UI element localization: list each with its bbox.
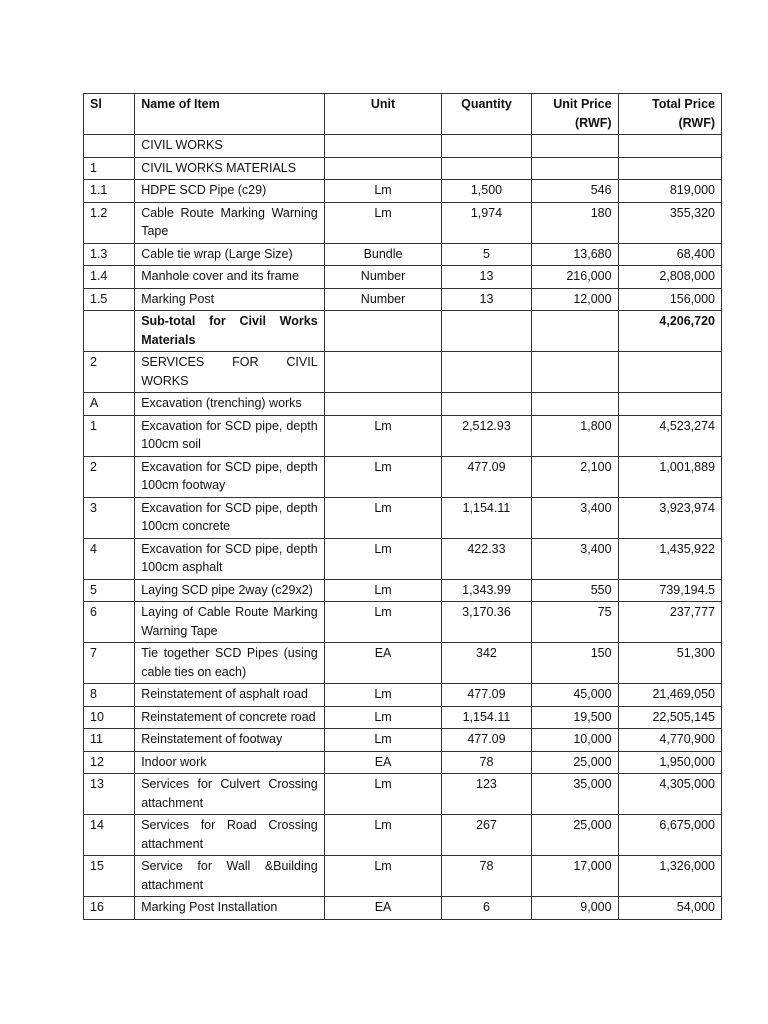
cell-total-price: 22,505,145	[618, 706, 721, 729]
cell-quantity: 477.09	[442, 729, 531, 752]
table-row	[84, 774, 722, 815]
table-row	[84, 497, 722, 538]
cell-item-name: Excavation for SCD pipe, depth 100cm asphalt	[135, 538, 324, 579]
cell-si: 16	[84, 897, 135, 920]
cell-quantity: 422.33	[442, 538, 531, 579]
cell-quantity: 13	[442, 288, 531, 311]
cell-unit: Lm	[324, 497, 442, 538]
table-row	[84, 684, 722, 707]
cell-si	[84, 135, 135, 158]
cell-unit-price: 3,400	[531, 497, 618, 538]
cell-total-price: 4,305,000	[618, 774, 721, 815]
cell-unit: EA	[324, 643, 442, 684]
cell-quantity: 13	[442, 266, 531, 289]
cell-unit	[324, 135, 442, 158]
cell-si: A	[84, 393, 135, 416]
cell-total-price: 4,206,720	[618, 311, 721, 352]
cell-total-price: 1,001,889	[618, 456, 721, 497]
table-row	[84, 266, 722, 289]
table-row	[84, 856, 722, 897]
cell-unit-price: 10,000	[531, 729, 618, 752]
header-unit-price: Unit Price (RWF)	[531, 94, 618, 135]
cell-unit-price: 45,000	[531, 684, 618, 707]
cell-item-name: SERVICES FOR CIVIL WORKS	[135, 352, 324, 393]
cell-unit-price: 12,000	[531, 288, 618, 311]
cell-item-name: Laying SCD pipe 2way (c29x2)	[135, 579, 324, 602]
cell-unit: Lm	[324, 456, 442, 497]
cell-unit-price: 1,800	[531, 415, 618, 456]
cell-unit-price	[531, 157, 618, 180]
cell-item-name: Tie together SCD Pipes (using cable ties on each)	[135, 643, 324, 684]
cell-quantity: 1,500	[442, 180, 531, 203]
cell-total-price: 3,923,974	[618, 497, 721, 538]
cell-si: 1.5	[84, 288, 135, 311]
cell-item-name: Service for Wall &Building attachment	[135, 856, 324, 897]
cell-quantity: 1,154.11	[442, 706, 531, 729]
table-row	[84, 729, 722, 752]
cell-si: 2	[84, 456, 135, 497]
cell-unit: Lm	[324, 856, 442, 897]
cell-item-name: Sub-total for Civil Works Materials	[135, 311, 324, 352]
cell-si: 1.2	[84, 202, 135, 243]
cell-item-name: Excavation for SCD pipe, depth 100cm footway	[135, 456, 324, 497]
cell-quantity: 2,512.93	[442, 415, 531, 456]
cell-unit-price: 25,000	[531, 815, 618, 856]
cell-total-price: 4,770,900	[618, 729, 721, 752]
table-row	[84, 897, 722, 920]
cell-si: 12	[84, 751, 135, 774]
cell-item-name: Manhole cover and its frame	[135, 266, 324, 289]
cell-si: 2	[84, 352, 135, 393]
cell-item-name: Reinstatement of footway	[135, 729, 324, 752]
cell-si: 8	[84, 684, 135, 707]
cell-total-price: 819,000	[618, 180, 721, 203]
cell-unit: Lm	[324, 602, 442, 643]
cell-total-price: 1,435,922	[618, 538, 721, 579]
cell-total-price: 6,675,000	[618, 815, 721, 856]
cell-unit: Number	[324, 266, 442, 289]
cell-si: 15	[84, 856, 135, 897]
cell-unit-price: 550	[531, 579, 618, 602]
subtotal-row	[84, 311, 722, 352]
cell-total-price	[618, 393, 721, 416]
cell-quantity: 6	[442, 897, 531, 920]
cell-quantity	[442, 135, 531, 158]
table-row	[84, 706, 722, 729]
cell-unit: Lm	[324, 774, 442, 815]
header-total-price: Total Price (RWF)	[618, 94, 721, 135]
cell-unit-price: 180	[531, 202, 618, 243]
cell-si	[84, 311, 135, 352]
cell-quantity: 342	[442, 643, 531, 684]
cell-quantity: 477.09	[442, 456, 531, 497]
cell-item-name: Marking Post Installation	[135, 897, 324, 920]
cell-total-price: 237,777	[618, 602, 721, 643]
cell-si: 6	[84, 602, 135, 643]
cell-si: 1.1	[84, 180, 135, 203]
cell-unit-price: 150	[531, 643, 618, 684]
cell-unit-price	[531, 393, 618, 416]
cell-unit-price: 216,000	[531, 266, 618, 289]
cell-unit: Lm	[324, 538, 442, 579]
table-row	[84, 579, 722, 602]
table-row	[84, 602, 722, 643]
table-row	[84, 157, 722, 180]
cell-unit: Lm	[324, 684, 442, 707]
cell-quantity: 1,343.99	[442, 579, 531, 602]
cell-unit: EA	[324, 897, 442, 920]
cell-item-name: Cable Route Marking Warning Tape	[135, 202, 324, 243]
cell-unit: Lm	[324, 415, 442, 456]
cell-quantity: 78	[442, 751, 531, 774]
header-quantity: Quantity	[442, 94, 531, 135]
cell-item-name: Services for Road Crossing attachment	[135, 815, 324, 856]
cell-quantity: 267	[442, 815, 531, 856]
cell-total-price: 355,320	[618, 202, 721, 243]
cell-unit-price	[531, 311, 618, 352]
cell-unit	[324, 393, 442, 416]
cell-item-name: CIVIL WORKS MATERIALS	[135, 157, 324, 180]
table-row	[84, 456, 722, 497]
cell-item-name: Reinstatement of concrete road	[135, 706, 324, 729]
cell-si: 1	[84, 415, 135, 456]
table-row	[84, 538, 722, 579]
cell-total-price: 1,326,000	[618, 856, 721, 897]
cell-total-price: 739,194.5	[618, 579, 721, 602]
cell-total-price	[618, 157, 721, 180]
cell-unit: Lm	[324, 579, 442, 602]
cell-unit: EA	[324, 751, 442, 774]
header-si: Sl	[84, 94, 135, 135]
cell-unit-price: 9,000	[531, 897, 618, 920]
cell-si: 1	[84, 157, 135, 180]
cell-total-price	[618, 352, 721, 393]
table-row	[84, 243, 722, 266]
cell-quantity	[442, 352, 531, 393]
table-row	[84, 202, 722, 243]
cell-quantity	[442, 157, 531, 180]
table-row	[84, 180, 722, 203]
cell-quantity: 1,154.11	[442, 497, 531, 538]
cell-si: 5	[84, 579, 135, 602]
cell-item-name: Reinstatement of asphalt road	[135, 684, 324, 707]
cell-unit-price	[531, 135, 618, 158]
cell-unit-price: 3,400	[531, 538, 618, 579]
cell-item-name: Services for Culvert Crossing attachment	[135, 774, 324, 815]
cell-si: 1.3	[84, 243, 135, 266]
cell-quantity: 123	[442, 774, 531, 815]
cell-total-price	[618, 135, 721, 158]
cell-item-name: Excavation for SCD pipe, depth 100cm concrete	[135, 497, 324, 538]
cell-quantity: 477.09	[442, 684, 531, 707]
table-row	[84, 751, 722, 774]
cell-unit: Lm	[324, 706, 442, 729]
cell-si: 11	[84, 729, 135, 752]
cell-unit	[324, 311, 442, 352]
cell-item-name: Indoor work	[135, 751, 324, 774]
cell-unit-price	[531, 352, 618, 393]
table-row	[84, 415, 722, 456]
cell-si: 1.4	[84, 266, 135, 289]
cell-item-name: Marking Post	[135, 288, 324, 311]
cell-quantity: 1,974	[442, 202, 531, 243]
cell-item-name: Cable tie wrap (Large Size)	[135, 243, 324, 266]
table-row	[84, 643, 722, 684]
cell-quantity: 5	[442, 243, 531, 266]
cell-item-name: CIVIL WORKS	[135, 135, 324, 158]
cell-quantity: 3,170.36	[442, 602, 531, 643]
cell-unit-price: 546	[531, 180, 618, 203]
cell-unit: Lm	[324, 729, 442, 752]
cell-unit: Lm	[324, 180, 442, 203]
table-body	[84, 135, 722, 920]
cell-item-name: Laying of Cable Route Marking Warning Tape	[135, 602, 324, 643]
cell-unit-price: 2,100	[531, 456, 618, 497]
cell-total-price: 2,808,000	[618, 266, 721, 289]
cell-total-price: 156,000	[618, 288, 721, 311]
cell-si: 13	[84, 774, 135, 815]
table-row	[84, 393, 722, 416]
table-row	[84, 288, 722, 311]
cell-si: 10	[84, 706, 135, 729]
table-row	[84, 352, 722, 393]
cell-unit-price: 25,000	[531, 751, 618, 774]
cell-item-name: HDPE SCD Pipe (c29)	[135, 180, 324, 203]
header-unit: Unit	[324, 94, 442, 135]
table-row	[84, 815, 722, 856]
cell-total-price: 51,300	[618, 643, 721, 684]
cell-si: 3	[84, 497, 135, 538]
cell-unit	[324, 352, 442, 393]
table-row	[84, 135, 722, 158]
cell-unit-price: 17,000	[531, 856, 618, 897]
cell-total-price: 21,469,050	[618, 684, 721, 707]
cell-total-price: 54,000	[618, 897, 721, 920]
cell-si: 4	[84, 538, 135, 579]
cell-unit: Lm	[324, 202, 442, 243]
cell-unit: Lm	[324, 815, 442, 856]
cell-quantity: 78	[442, 856, 531, 897]
cell-total-price: 4,523,274	[618, 415, 721, 456]
cell-item-name: Excavation for SCD pipe, depth 100cm soil	[135, 415, 324, 456]
header-name: Name of Item	[135, 94, 324, 135]
cell-total-price: 1,950,000	[618, 751, 721, 774]
cell-quantity	[442, 393, 531, 416]
cell-si: 14	[84, 815, 135, 856]
cell-unit: Number	[324, 288, 442, 311]
cell-quantity	[442, 311, 531, 352]
cell-total-price: 68,400	[618, 243, 721, 266]
cell-item-name: Excavation (trenching) works	[135, 393, 324, 416]
table-header-row	[84, 94, 722, 135]
cell-unit	[324, 157, 442, 180]
cell-unit: Bundle	[324, 243, 442, 266]
cell-unit-price: 13,680	[531, 243, 618, 266]
cell-unit-price: 75	[531, 602, 618, 643]
cell-si: 7	[84, 643, 135, 684]
bill-of-quantities-table	[83, 93, 722, 920]
cell-unit-price: 35,000	[531, 774, 618, 815]
cell-unit-price: 19,500	[531, 706, 618, 729]
